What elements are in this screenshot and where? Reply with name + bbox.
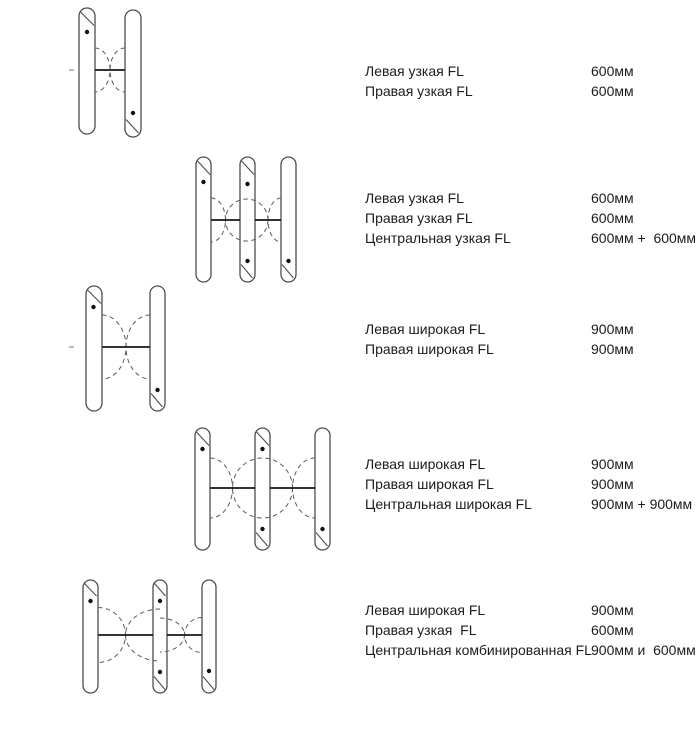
gate-diagram-row-3 xyxy=(69,286,165,411)
spec-label: Левая широкая FL xyxy=(365,602,486,618)
gate-diagram-row-1 xyxy=(69,8,141,137)
post-left xyxy=(79,8,95,134)
post-left xyxy=(196,157,211,282)
gate-diagram-row-5 xyxy=(83,580,216,693)
spec-row-5 xyxy=(365,600,696,660)
pivot-dot xyxy=(245,259,249,263)
pivot-dot xyxy=(131,111,135,115)
spec-value: 600мм xyxy=(591,63,634,79)
post-right xyxy=(315,428,330,550)
spec-value: 900мм xyxy=(591,476,634,492)
post-right xyxy=(150,286,165,411)
post-right xyxy=(281,157,296,282)
spec-value: 600мм + 600мм xyxy=(591,230,697,246)
pivot-dot xyxy=(207,669,211,673)
spec-label: Центральная комбинированная FL xyxy=(365,642,592,658)
gate-diagram-row-4 xyxy=(195,428,330,550)
post-center xyxy=(240,157,255,282)
post-center xyxy=(153,580,167,693)
pivot-dot xyxy=(88,599,92,603)
spec-value: 600мм xyxy=(591,83,634,99)
spec-value: 900мм + 900мм xyxy=(591,496,693,512)
spec-value: 900мм xyxy=(591,456,634,472)
post-center xyxy=(255,428,270,550)
spec-label: Правая узкая FL xyxy=(365,83,473,99)
spec-label: Левая узкая FL xyxy=(365,63,464,79)
spec-row-3 xyxy=(365,319,634,359)
pivot-dot xyxy=(286,259,290,263)
post-left xyxy=(83,580,98,693)
spec-label: Центральная узкая FL xyxy=(365,230,511,246)
spec-value: 900мм xyxy=(591,602,634,618)
spec-label: Правая узкая FL xyxy=(365,210,473,226)
pivot-dot xyxy=(85,30,89,34)
gate-diagram-row-2 xyxy=(196,157,296,282)
spec-value: 600мм xyxy=(591,210,634,226)
spec-value: 900мм xyxy=(591,341,634,357)
post-left xyxy=(195,428,210,550)
spec-label: Правая широкая FL xyxy=(365,476,494,492)
pivot-dot xyxy=(260,447,264,451)
spec-label: Левая широкая FL xyxy=(365,321,486,337)
post-left xyxy=(86,286,102,411)
spec-value: 600мм xyxy=(591,622,634,638)
spec-label: Правая широкая FL xyxy=(365,341,494,357)
pivot-dot xyxy=(158,670,162,674)
spec-value: 900мм и 600мм xyxy=(591,642,696,658)
pivot-dot xyxy=(200,447,204,451)
spec-label: Правая узкая FL xyxy=(365,622,477,638)
pivot-dot xyxy=(201,180,205,184)
spec-label: Левая широкая FL xyxy=(365,456,486,472)
spec-value: 600мм xyxy=(591,190,634,206)
pivot-dot xyxy=(155,388,159,392)
pivot-dot xyxy=(91,305,95,309)
post-right xyxy=(202,580,216,693)
spec-value: 900мм xyxy=(591,321,634,337)
spec-row-2 xyxy=(365,188,696,248)
spec-label: Левая узкая FL xyxy=(365,190,464,206)
pivot-dot xyxy=(158,599,162,603)
pivot-dot xyxy=(260,527,264,531)
pivot-dot xyxy=(245,182,249,186)
spec-row-1 xyxy=(365,61,634,101)
post-right xyxy=(125,10,141,137)
spec-label: Центральная широкая FL xyxy=(365,496,532,512)
spec-row-4 xyxy=(365,454,692,514)
pivot-dot xyxy=(320,527,324,531)
